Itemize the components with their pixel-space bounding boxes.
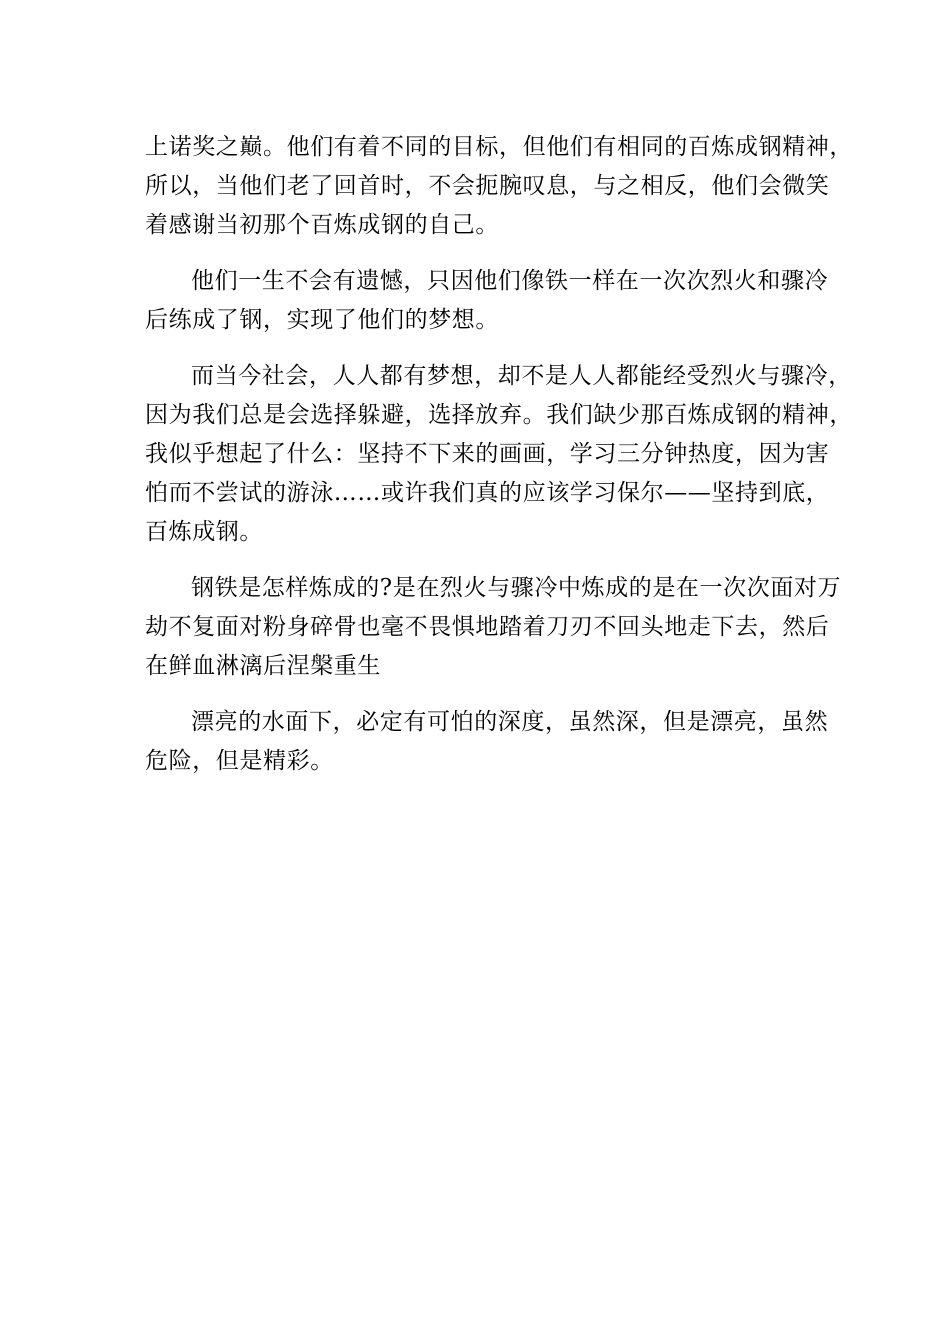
paragraph-line: 危险，但是精彩。: [145, 748, 334, 774]
paragraph-line: 在鲜血淋漓后涅槃重生: [145, 653, 381, 679]
paragraph-line: 上诺奖之巅。他们有着不同的目标，但他们有相同的百炼成钢精神，: [145, 134, 853, 160]
paragraph-line: 他们一生不会有遗憾，只因他们像铁一样在一次次烈火和骤冷: [191, 268, 829, 294]
paragraph-line: 钢铁是怎样炼成的?是在烈火与骤冷中炼成的是在一次次面对万: [191, 575, 842, 601]
paragraph-line: 漂亮的水面下，必定有可怕的深度，虽然深，但是漂亮，虽然: [191, 709, 829, 735]
paragraph-line: 我似乎想起了什么：坚持不下来的画画，学习三分钟热度，因为害: [145, 441, 830, 467]
paragraph-line: 怕而不尝试的游泳……或许我们真的应该学习保尔——坚持到底，: [145, 480, 830, 506]
paragraph-1: [145, 128, 853, 245]
paragraph-line: 后练成了钢，实现了他们的梦想。: [145, 307, 499, 333]
paragraph-5: [145, 703, 829, 781]
document-body: [145, 128, 853, 781]
paragraph-line: 劫不复面对粉身碎骨也毫不畏惧地踏着刀刃不回头地走下去，然后: [145, 614, 830, 640]
paragraph-line: 而当今社会，人人都有梦想，却不是人人都能经受烈火与骤冷，: [191, 363, 852, 389]
paragraph-line: 百炼成钢。: [145, 519, 263, 545]
paragraph-4: [145, 569, 842, 686]
paragraph-line: 因为我们总是会选择躲避，选择放弃。我们缺少那百炼成钢的精神，: [145, 402, 853, 428]
paragraph-2: [145, 262, 829, 340]
paragraph-line: 着感谢当初那个百炼成钢的自己。: [145, 212, 499, 238]
paragraph-3: [145, 357, 853, 552]
paragraph-line: 所以，当他们老了回首时，不会扼腕叹息，与之相反，他们会微笑: [145, 173, 830, 199]
